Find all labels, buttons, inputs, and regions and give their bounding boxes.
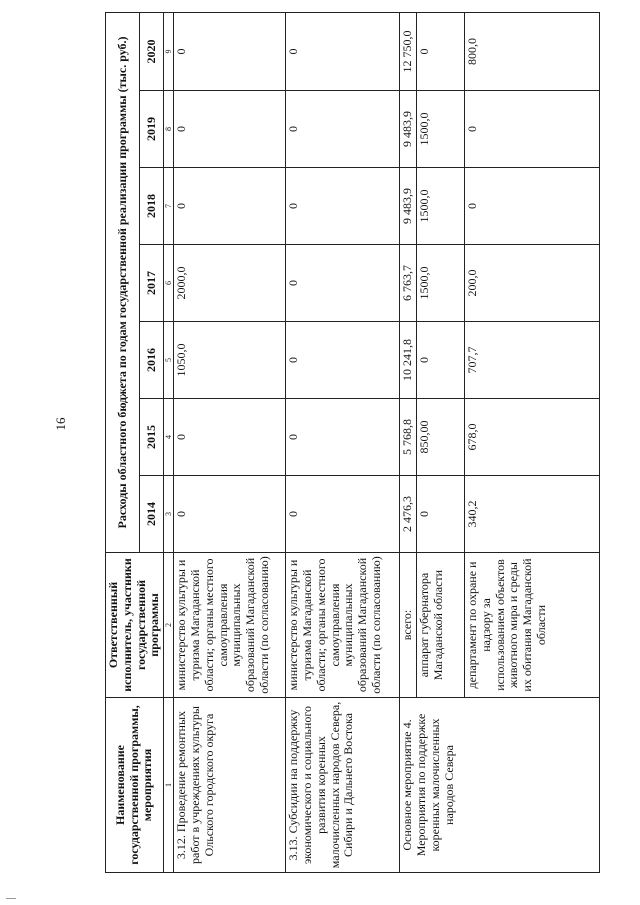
header-program-name: Наименование государственной программы, мероприятия bbox=[106, 698, 164, 873]
value-cell: 0 bbox=[416, 322, 464, 399]
value-cell: 0 bbox=[286, 476, 400, 553]
column-index: 3 bbox=[164, 476, 174, 553]
table-row bbox=[400, 12, 417, 872]
column-index: 6 bbox=[164, 245, 174, 322]
value-cell: 800,0 bbox=[464, 12, 599, 90]
value-cell: 1500,0 bbox=[416, 168, 464, 245]
value-cell: 0 bbox=[174, 91, 286, 168]
value-cell: 0 bbox=[286, 91, 400, 168]
header-year: 2019 bbox=[140, 91, 164, 168]
column-index: 7 bbox=[164, 168, 174, 245]
value-cell: 0 bbox=[286, 399, 400, 476]
header-executor: Ответственный исполнитель, участники государственной программы bbox=[106, 553, 164, 698]
header-year: 2017 bbox=[140, 245, 164, 322]
value-cell: 0 bbox=[286, 322, 400, 399]
value-cell: 1050,0 bbox=[174, 322, 286, 399]
table-row bbox=[174, 12, 286, 872]
column-index: 5 bbox=[164, 322, 174, 399]
value-cell: 0 bbox=[174, 12, 286, 90]
header-year: 2018 bbox=[140, 168, 164, 245]
value-cell: 850,00 bbox=[416, 399, 464, 476]
value-cell: 707,7 bbox=[464, 322, 599, 399]
value-cell: 0 bbox=[464, 168, 599, 245]
executor-cell: министерство культуры и туризма Магаданской области; органы местного самоуправления муниципальных образований Магаданской области (по согласованию) bbox=[174, 553, 286, 698]
value-cell: 9 483,9 bbox=[400, 168, 417, 245]
value-cell: 2000,0 bbox=[174, 245, 286, 322]
value-cell: 340,2 bbox=[464, 476, 599, 553]
table-row bbox=[286, 12, 400, 872]
program-name-cell: 3.12. Проведение ремонтных работ в учреждениях культуры Ольского городского округа bbox=[174, 698, 286, 873]
header-year: 2020 bbox=[140, 12, 164, 90]
program-name-cell: Основное мероприятие 4. Мероприятия по поддержке коренных малочисленных народов Севера bbox=[400, 698, 600, 873]
value-cell: 678,0 bbox=[464, 399, 599, 476]
program-name-cell: 3.13. Субсидии на поддержку экономического и социального развития коренных малочисленных народов Севера, Сибири и Дальнего Востока bbox=[286, 698, 400, 873]
executor-cell: аппарат губернатора Магаданской области bbox=[416, 553, 464, 698]
value-cell: 0 bbox=[416, 476, 464, 553]
column-index: 2 bbox=[164, 553, 174, 698]
value-cell: 6 763,7 bbox=[400, 245, 417, 322]
budget-table bbox=[105, 12, 600, 873]
executor-cell: всего: bbox=[400, 553, 417, 698]
value-cell: 0 bbox=[416, 12, 464, 90]
executor-cell: департамент по охране и надзору за использованием объектов животного мира и среды их обитания Магаданской области bbox=[464, 553, 599, 698]
header-year: 2015 bbox=[140, 399, 164, 476]
header-year: 2016 bbox=[140, 322, 164, 399]
value-cell: 0 bbox=[286, 168, 400, 245]
value-cell: 10 241,8 bbox=[400, 322, 417, 399]
value-cell: 2 476,3 bbox=[400, 476, 417, 553]
scan-mark bbox=[6, 898, 16, 899]
value-cell: 1500,0 bbox=[416, 245, 464, 322]
column-index-row bbox=[164, 12, 174, 872]
column-index: 4 bbox=[164, 399, 174, 476]
header-budget-group: Расходы областного бюджета по годам государственной реализации программы (тыс. руб.) bbox=[106, 12, 140, 552]
executor-cell: министерство культуры и туризма Магаданской области; органы местного самоуправления муниципальных образований Магаданской области (по согласованию) bbox=[286, 553, 400, 698]
value-cell: 0 bbox=[174, 168, 286, 245]
page-number: 16 bbox=[53, 417, 68, 431]
value-cell: 12 750,0 bbox=[400, 12, 417, 90]
rotated-table-container bbox=[105, 13, 600, 873]
value-cell: 9 483,9 bbox=[400, 91, 417, 168]
value-cell: 0 bbox=[174, 399, 286, 476]
value-cell: 0 bbox=[174, 476, 286, 553]
column-index: 9 bbox=[164, 12, 174, 90]
value-cell: 0 bbox=[464, 91, 599, 168]
column-index: 8 bbox=[164, 91, 174, 168]
value-cell: 200,0 bbox=[464, 245, 599, 322]
value-cell: 5 768,8 bbox=[400, 399, 417, 476]
value-cell: 0 bbox=[286, 12, 400, 90]
value-cell: 1500,0 bbox=[416, 91, 464, 168]
header-year: 2014 bbox=[140, 476, 164, 553]
value-cell: 0 bbox=[286, 245, 400, 322]
column-index: 1 bbox=[164, 698, 174, 873]
